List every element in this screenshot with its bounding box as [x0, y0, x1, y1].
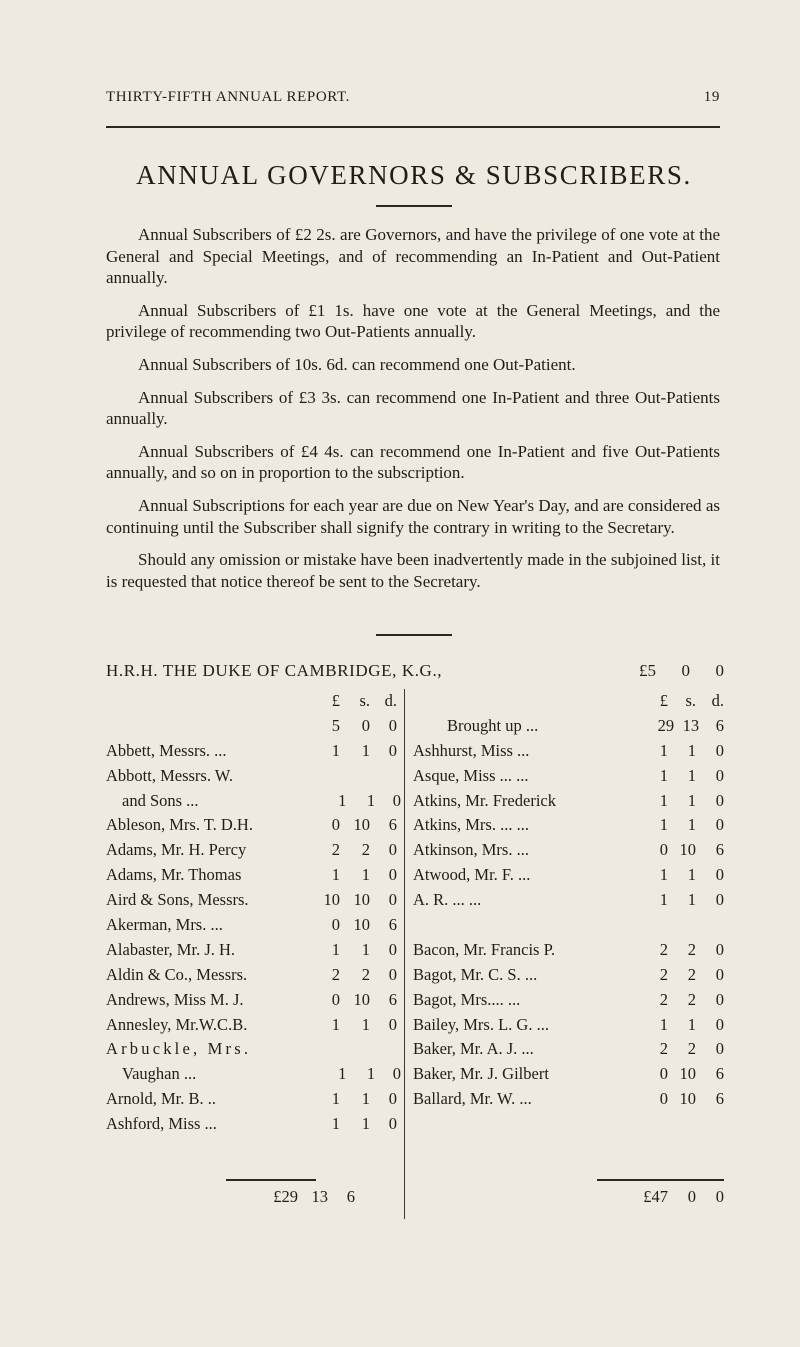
amount-shillings: 1 — [687, 740, 696, 760]
amount-pounds — [299, 1037, 340, 1062]
amount-pounds: 1 — [659, 740, 668, 760]
amount-pence: 0 — [715, 790, 724, 810]
amount-shillings: 2 — [361, 840, 370, 860]
amount-pence: 0 — [715, 740, 724, 760]
subscriber-row — [413, 938, 724, 963]
subscriber-row — [106, 1037, 401, 1062]
subscriber-row — [413, 739, 724, 764]
amount-shillings: 1 — [687, 765, 696, 785]
intro-paragraph: Should any omission or mistake have been inadvertently made in the subjoined list, it is requested that notice thereof be sent to the Secretary. — [106, 550, 720, 591]
amount-pence: 0 — [715, 964, 724, 984]
amount-shillings: 10 — [353, 815, 370, 835]
amount-pence: 0 — [388, 939, 397, 959]
amount-shillings: 1 — [361, 1014, 370, 1034]
subscriber-name: Akerman, Mrs. ... — [106, 915, 223, 935]
subscriber-name: Ballard, Mr. W. ... — [413, 1089, 532, 1109]
subscriber-row — [413, 714, 724, 739]
subscriber-name: Baker, Mr. A. J. ... — [413, 1039, 534, 1059]
total-pence: 6 — [346, 1187, 355, 1206]
subscriber-name: Abbott, Messrs. W. — [106, 765, 233, 785]
amount-pounds: 1 — [331, 1089, 340, 1109]
amount-pence: 0 — [715, 989, 724, 1009]
pounds-header: £ — [331, 691, 340, 710]
subscriber-name: Asque, Miss ... ... — [413, 765, 529, 785]
total-pounds: £47 — [643, 1187, 668, 1206]
amount-pence: 6 — [715, 1089, 724, 1109]
amount-shillings: 0 — [361, 715, 370, 735]
amount-pence: 6 — [715, 715, 724, 735]
subscriber-row — [413, 1037, 724, 1062]
running-head — [106, 89, 720, 106]
amount-shillings: 13 — [682, 715, 700, 735]
subscriber-name: Ashhurst, Miss ... — [413, 740, 530, 760]
amount-pounds: 0 — [659, 840, 668, 860]
amount-pence: 6 — [388, 989, 397, 1009]
amount-pounds: 2 — [331, 964, 340, 984]
subscriber-name — [413, 913, 638, 938]
amount-shillings — [340, 1037, 370, 1062]
subscriber-name: Adams, Mr. Thomas — [106, 865, 242, 885]
subscriber-name: Annesley, Mr.W.C.B. — [106, 1014, 248, 1034]
column-divider — [404, 689, 405, 1219]
amount-shillings: 1 — [687, 790, 696, 810]
subscriber-name: Atkins, Mr. Frederick — [413, 790, 556, 810]
amount-pounds: 0 — [331, 815, 340, 835]
amount-pounds: 1 — [338, 1064, 347, 1084]
subscriber-name: Vaughan ... — [122, 1064, 197, 1084]
patron-name: H.R.H. THE DUKE OF CAMBRIDGE, K.G., — [106, 661, 443, 680]
subscriber-row — [413, 789, 724, 814]
amount-pounds: 2 — [659, 964, 668, 984]
amount-shillings: 2 — [687, 964, 696, 984]
intro-text — [106, 224, 720, 603]
amount-shillings: 2 — [361, 964, 370, 984]
amount-pence: 0 — [388, 840, 397, 860]
amount-pounds: 10 — [323, 890, 340, 910]
subscriber-row — [106, 1112, 401, 1137]
amount-pounds: 1 — [659, 765, 668, 785]
amount-pounds: 1 — [331, 1114, 340, 1134]
amount-pence: 0 — [715, 815, 724, 835]
subscriber-name: Atwood, Mr. F. ... — [413, 865, 531, 885]
amount-pounds: 1 — [331, 865, 340, 885]
left-column-total — [258, 1187, 355, 1207]
left-sum-rule — [226, 1179, 316, 1181]
amount-pence: 0 — [388, 865, 397, 885]
running-head-title: THIRTY-FIFTH ANNUAL REPORT. — [106, 89, 350, 105]
amount-pence: 0 — [388, 964, 397, 984]
amount-pounds: 1 — [331, 939, 340, 959]
right-sum-rule — [597, 1179, 724, 1181]
subscriber-name: Andrews, Miss M. J. — [106, 989, 244, 1009]
total-shillings: 0 — [687, 1187, 696, 1206]
patron-pounds: £5 — [639, 661, 656, 680]
amount-shillings: 1 — [361, 1089, 370, 1109]
subscriber-name: Abbett, Messrs. ... — [106, 740, 227, 760]
amount-pounds: 2 — [659, 989, 668, 1009]
subscriber-name: Bagot, Mr. C. S. ... — [413, 964, 538, 984]
amount-pounds: 2 — [659, 939, 668, 959]
amount-shillings: 2 — [687, 939, 696, 959]
amount-pence: 0 — [388, 1114, 397, 1134]
patron-shillings: 0 — [681, 661, 690, 680]
subscriber-row — [106, 888, 401, 913]
amount-shillings: 10 — [353, 890, 370, 910]
amount-pounds: 0 — [659, 1064, 668, 1084]
intro-paragraph: Annual Subscriptions for each year are due on New Year's Day, and are considered as continuing until the Subscriber shall signify the contrary in writing to the Secretary. — [106, 495, 720, 537]
intro-paragraph: Annual Subscribers of 10s. 6d. can recommend one Out-Patient. — [138, 354, 576, 374]
subscriber-name: Ableson, Mrs. T. D.H. — [106, 815, 253, 835]
amount-pence: 0 — [715, 1014, 724, 1034]
amount-pence — [370, 1037, 397, 1062]
amount-pence — [370, 764, 397, 789]
patron-line — [106, 661, 724, 681]
title-divider — [376, 205, 452, 207]
blank-row — [413, 913, 724, 938]
subscriber-row — [413, 888, 724, 913]
header-rule — [106, 126, 720, 128]
amount-pence: 0 — [715, 1039, 724, 1059]
amount-pounds — [299, 764, 340, 789]
shillings-header: s. — [685, 691, 696, 710]
subscriber-row — [413, 764, 724, 789]
subscriber-row — [106, 838, 401, 863]
amount-pence: 0 — [715, 865, 724, 885]
amount-pence: 6 — [388, 915, 397, 935]
amount-pounds: 1 — [331, 1014, 340, 1034]
subscriber-row — [106, 739, 401, 764]
subscriber-row — [106, 988, 401, 1013]
intro-paragraph: Annual Subscribers of £3 3s. can recommend one In-Patient and three Out-Patients annually. — [106, 387, 720, 429]
subscriber-row — [106, 789, 401, 814]
subscriber-row — [413, 1087, 724, 1112]
pence-header: d. — [711, 691, 724, 710]
subscriber-name: and Sons ... — [122, 790, 199, 810]
amount-pounds: 1 — [659, 865, 668, 885]
amount-shillings: 10 — [353, 915, 370, 935]
subscriber-name: Aldin & Co., Messrs. — [106, 964, 248, 984]
opening-balance-row — [106, 714, 401, 739]
shillings-header: s. — [359, 691, 370, 710]
page-title: ANNUAL GOVERNORS & SUBSCRIBERS. — [136, 160, 692, 190]
amount-pounds: 0 — [331, 989, 340, 1009]
subscriber-name: Alabaster, Mr. J. H. — [106, 939, 236, 959]
amount-pence: 0 — [715, 939, 724, 959]
pounds-header: £ — [659, 691, 668, 710]
amount-shillings: 10 — [353, 989, 370, 1009]
patron-amount — [626, 661, 724, 681]
subscriber-row — [106, 1087, 401, 1112]
list-divider — [376, 634, 452, 636]
amount-pounds: 1 — [331, 740, 340, 760]
amount-pounds: 1 — [659, 890, 668, 910]
amount-pence: 0 — [715, 890, 724, 910]
subscriber-row — [106, 938, 401, 963]
amount-shillings: 10 — [679, 1064, 696, 1084]
amount-pence: 0 — [392, 790, 402, 810]
patron-pence: 0 — [715, 661, 724, 680]
amount-shillings: 1 — [366, 1064, 376, 1084]
subscriber-name: Baker, Mr. J. Gilbert — [413, 1064, 549, 1084]
amount-shillings — [340, 764, 370, 789]
amount-shillings: 2 — [687, 989, 696, 1009]
subscriber-row — [413, 988, 724, 1013]
subscriber-row — [106, 813, 401, 838]
amount-pounds: 1 — [659, 1014, 668, 1034]
subscriber-row — [413, 863, 724, 888]
column-header — [106, 689, 401, 714]
subscriber-name: Ashford, Miss ... — [106, 1114, 217, 1134]
amount-shillings: 1 — [361, 939, 370, 959]
amount-shillings: 10 — [679, 840, 696, 860]
subscriber-name: Arnold, Mr. B. .. — [106, 1089, 217, 1109]
amount-shillings: 1 — [687, 890, 696, 910]
subscriber-row — [106, 913, 401, 938]
subscribers-column-left — [106, 689, 401, 1137]
subscriber-row — [106, 863, 401, 888]
amount-shillings: 1 — [687, 815, 696, 835]
subscriber-row — [413, 813, 724, 838]
amount-pounds: 2 — [331, 840, 340, 860]
amount-pence: 0 — [388, 1089, 397, 1109]
subscriber-name: Bailey, Mrs. L. G. ... — [413, 1014, 549, 1034]
total-pounds: £29 — [273, 1187, 298, 1206]
total-pence: 0 — [715, 1187, 724, 1206]
intro-paragraph: Annual Subscribers of £1 1s. have one vote at the General Meetings, and the privilege of recommending two Out-Patients annually. — [106, 300, 720, 342]
subscriber-name: Atkinson, Mrs. ... — [413, 840, 529, 860]
amount-pounds: 1 — [659, 790, 668, 810]
amount-pence: 6 — [715, 840, 724, 860]
amount-pounds: 29 — [657, 715, 675, 735]
subscriber-row — [413, 838, 724, 863]
amount-pounds: 1 — [659, 815, 668, 835]
subscriber-row — [413, 1062, 724, 1087]
amount-shillings: 1 — [687, 865, 696, 885]
page-number: 19 — [703, 89, 720, 105]
subscriber-name: A. R. ... ... — [413, 890, 482, 910]
amount-shillings: 1 — [361, 865, 370, 885]
subscriber-row — [413, 1013, 724, 1038]
subscriber-row — [106, 1013, 401, 1038]
pence-header: d. — [384, 691, 397, 710]
brought-up-label: Brought up ... — [447, 715, 539, 735]
amount-shillings: 2 — [687, 1039, 696, 1059]
subscriber-row — [413, 963, 724, 988]
amount-pounds: 2 — [659, 1039, 668, 1059]
amount-shillings: 1 — [687, 1014, 696, 1034]
amount-pounds: 1 — [338, 790, 347, 810]
subscriber-row — [106, 1062, 401, 1087]
subscriber-name: Bagot, Mrs.... ... — [413, 989, 521, 1009]
amount-pence: 6 — [388, 815, 397, 835]
amount-pence: 0 — [388, 740, 397, 760]
amount-pounds: 0 — [659, 1089, 668, 1109]
amount-pence: 0 — [388, 890, 397, 910]
amount-pence: 0 — [388, 715, 397, 735]
subscriber-name: Aird & Sons, Messrs. — [106, 890, 249, 910]
subscriber-name: Atkins, Mrs. ... ... — [413, 815, 529, 835]
subscriber-name: Arbuckle, Mrs. — [106, 1039, 252, 1059]
amount-shillings: 10 — [679, 1089, 696, 1109]
subscriber-row — [106, 764, 401, 789]
intro-paragraph: Annual Subscribers of £4 4s. can recommend one In-Patient and five Out-Patients annually, and so on in proportion to the subscription. — [106, 441, 720, 483]
total-shillings: 13 — [311, 1187, 328, 1206]
intro-paragraph: Annual Subscribers of £2 2s. are Governors, and have the privilege of one vote at the General and Special Meetings, and of recommending an In-Patient and Out-Patient annually. — [106, 225, 720, 288]
amount-pounds: 0 — [331, 915, 340, 935]
amount-pounds: 5 — [331, 715, 340, 735]
subscriber-name: Adams, Mr. H. Percy — [106, 840, 247, 860]
amount-pence: 0 — [392, 1064, 402, 1084]
amount-shillings: 1 — [361, 1114, 370, 1134]
column-header — [413, 689, 724, 714]
subscribers-column-right — [413, 689, 724, 1112]
amount-shillings: 1 — [361, 740, 370, 760]
amount-pence: 0 — [388, 1014, 397, 1034]
subscriber-row — [106, 963, 401, 988]
amount-shillings: 1 — [366, 790, 376, 810]
amount-pence: 0 — [715, 765, 724, 785]
amount-pence: 6 — [715, 1064, 724, 1084]
right-column-total — [630, 1187, 724, 1207]
subscriber-name: Bacon, Mr. Francis P. — [413, 939, 556, 959]
